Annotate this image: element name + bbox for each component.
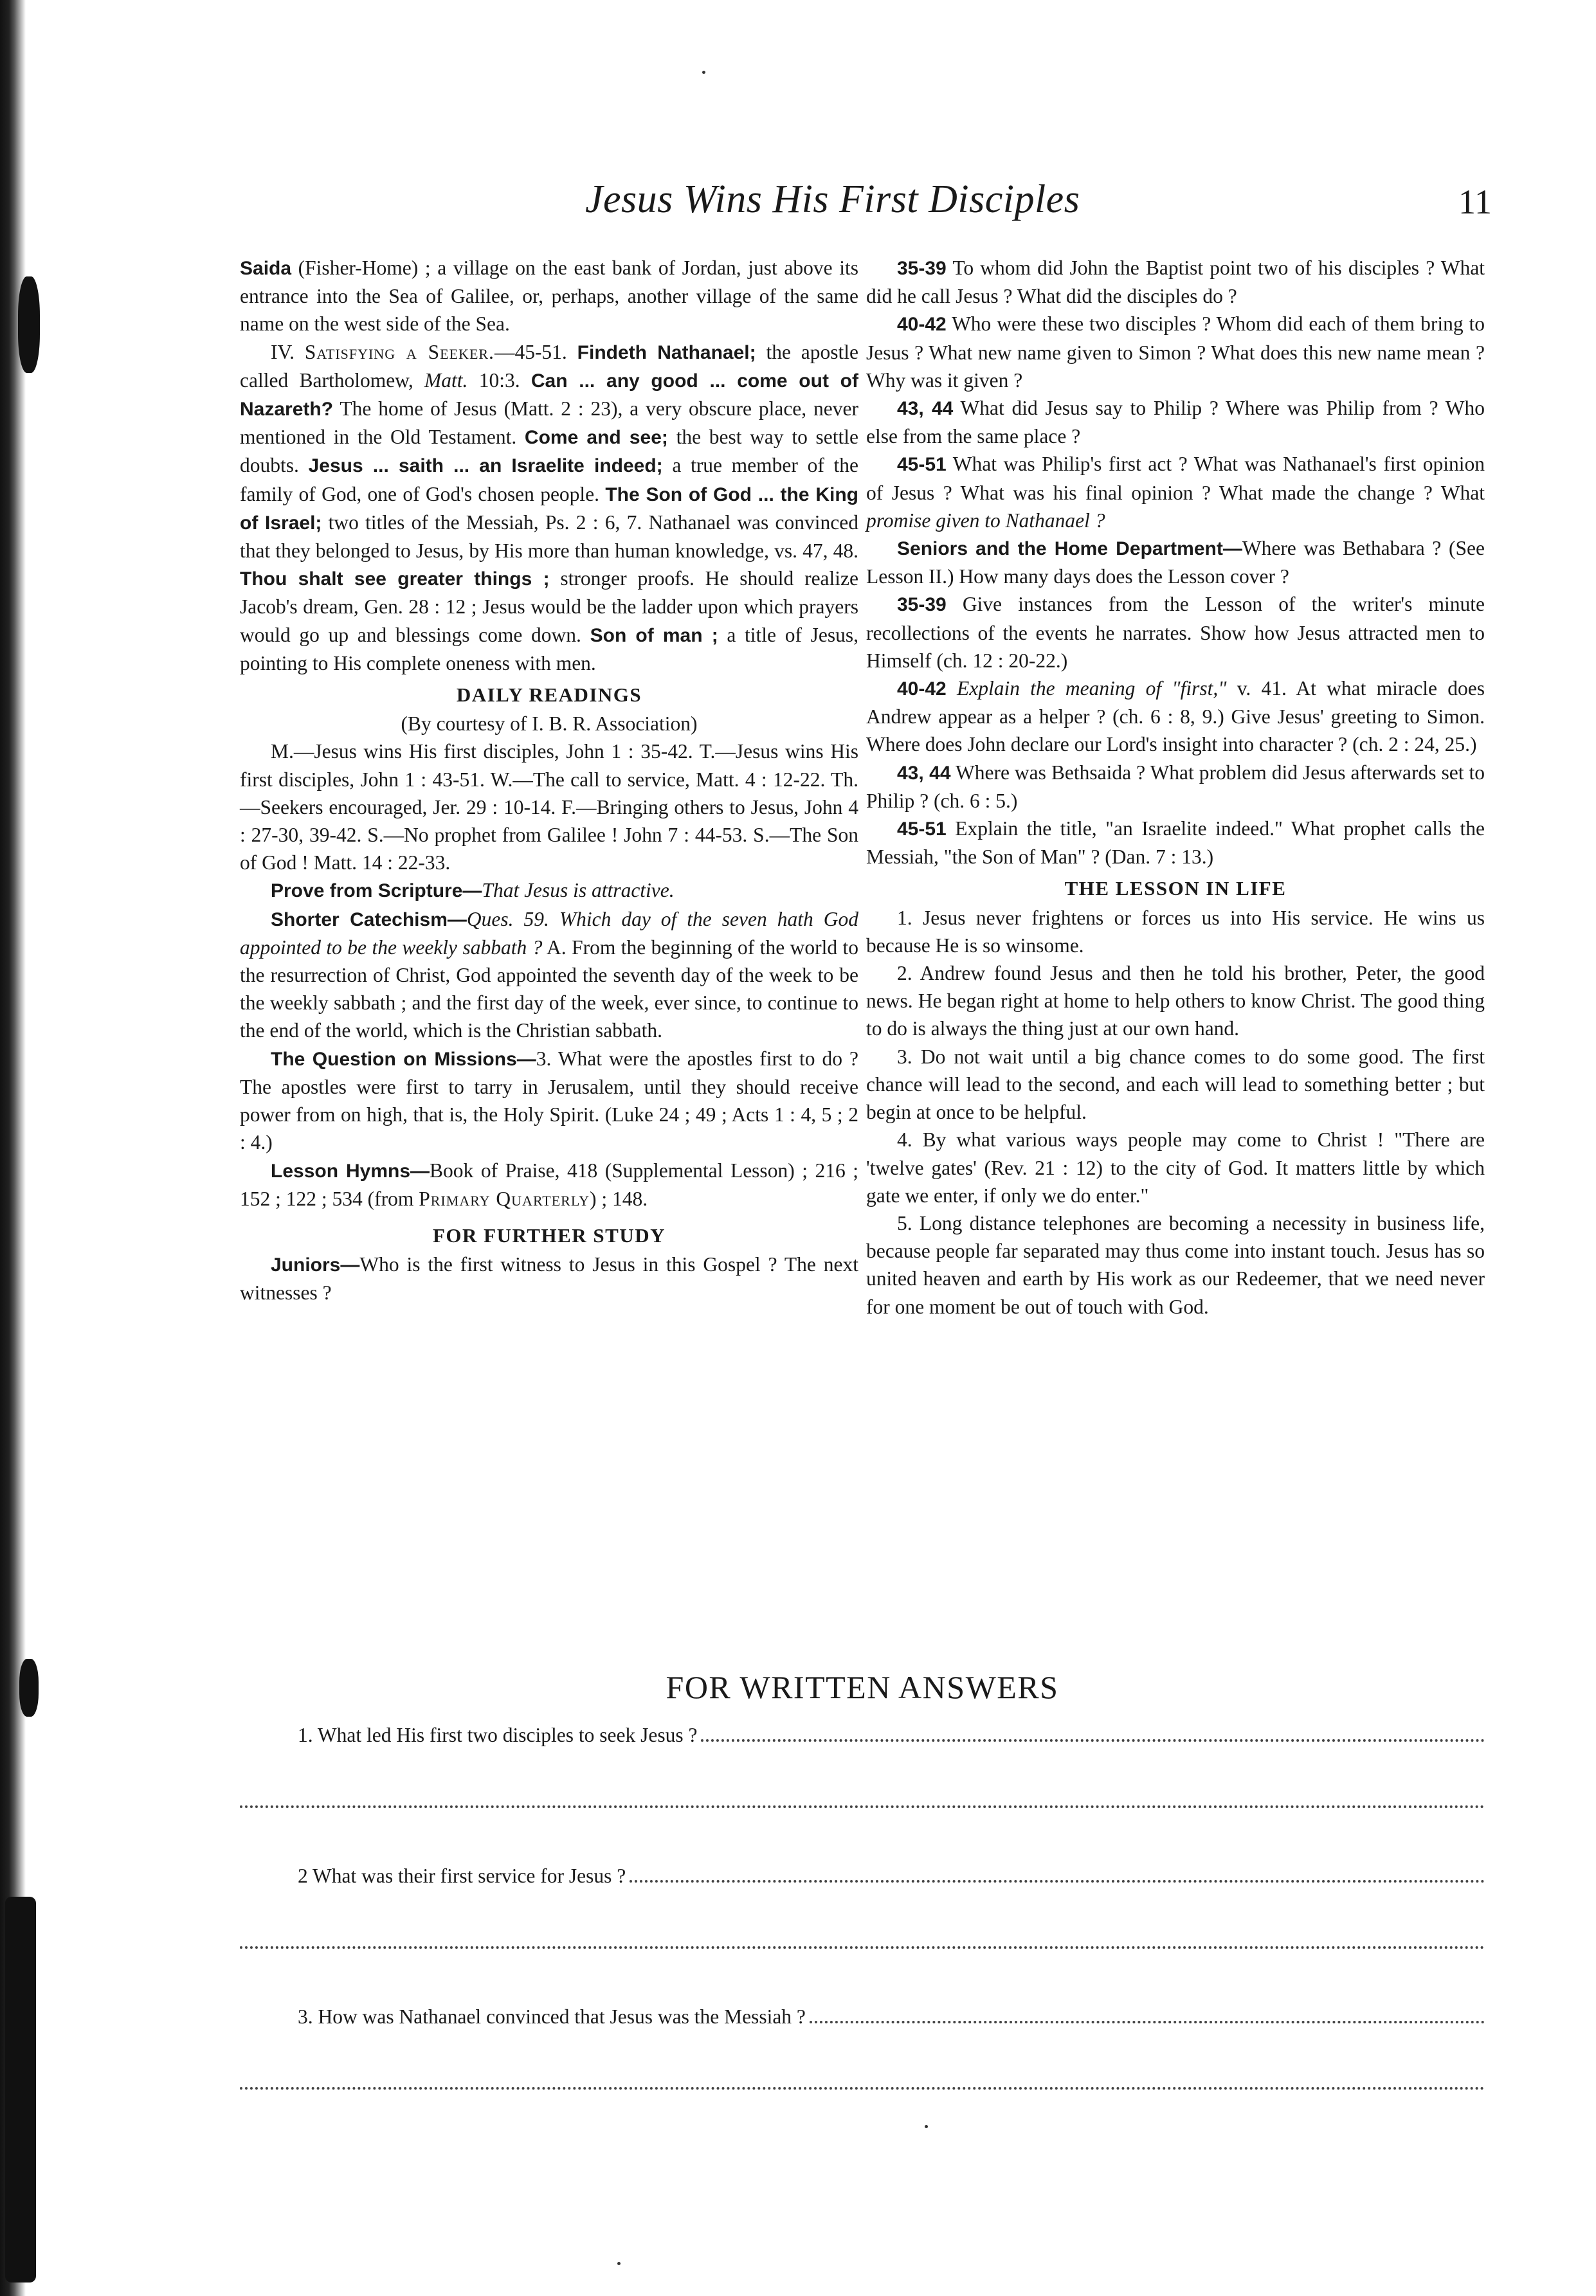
question-40-42	[866, 310, 1485, 394]
right-column	[866, 254, 1485, 1321]
written-question-3	[240, 2005, 1485, 2029]
life-point-5: 5. Long distance telephones are becoming a necessity in business life, because people far separated may thus come into instant touch. Jesus has so united heaven and earth by His work as our Redeemer, that we need never for one moment be out of touch with God.	[866, 1211, 1485, 1318]
text: Explain the title, "an Israelite indeed." What prophet calls the Messiah, "the Son of Man" ? (Dan. 7 : 13.)	[866, 817, 1485, 869]
verse-ref: 35-39	[897, 258, 947, 279]
question-43-44	[866, 394, 1485, 450]
verse-ref: 40-42	[897, 678, 947, 700]
binding-blot	[5, 1897, 36, 2282]
section-ref: —45-51.	[494, 340, 567, 363]
term: Can ... any good ... come out of Nazareth?	[240, 370, 858, 420]
answer-line[interactable]	[240, 1946, 1485, 1949]
daily-readings-heading: DAILY READINGS	[456, 683, 642, 707]
page-speck	[617, 2262, 621, 2265]
text: What was Philip's first act ? What was Nathanael's first opinion of Jesus ? What was his final opinion ? What made the change ? What	[866, 453, 1485, 504]
question-45-51	[866, 450, 1485, 534]
text-italic: promise given to Nathanael ?	[866, 509, 1105, 532]
question-text: 1. What led His first two disciples to seek Jesus ?	[298, 1724, 698, 1746]
text: Give instances from the Lesson of the writer's minute recollections of the events he narrates. Show how Jesus attracted men to Himself (ch. 12 : 20-22.)	[866, 593, 1485, 672]
lesson-hymns	[240, 1157, 858, 1213]
text: a title of Jesus, pointing to His complete oneness with men.	[240, 623, 859, 674]
text: a true member of the family of God, one of God's chosen people.	[240, 454, 858, 505]
text: stronger proofs. He should realize Jacob's dream, Gen. 28 : 12 ; Jesus would be the ladder upon which prayers would go up and blessings come down.	[240, 567, 858, 646]
juniors-questions	[240, 1251, 858, 1306]
text: To whom did John the Baptist point two of his disciples ? What did he call Jesus ? What did the disciples do ?	[866, 257, 1485, 308]
running-title: Jesus Wins His First Disciples	[585, 177, 1080, 221]
verse-ref: 43, 44	[897, 762, 951, 784]
text-italic: That Jesus is attractive.	[482, 879, 675, 902]
question-text: 2 What was their first service for Jesus ?	[298, 1865, 626, 1887]
text: two titles of the Messiah, Ps. 2 : 6, 7. Nathanael was convinced that they belonged to Jesus, by His more than human knowledge, vs. 47, 48.	[240, 511, 858, 563]
text-italic: Matt.	[424, 368, 468, 392]
catechism-question: Ques. 59. Which day of the seven hath God appointed to be the weekly sabbath ?	[240, 907, 858, 959]
paragraph-bethsaida	[240, 254, 858, 338]
verse-ref: 43, 44	[897, 398, 954, 420]
answer-line[interactable]	[240, 2086, 1485, 2090]
label: Shorter Catechism—	[271, 908, 467, 930]
verse-ref: 45-51	[897, 454, 947, 476]
term: Come and see;	[524, 427, 668, 449]
written-question-2	[240, 1865, 1485, 1888]
life-point-3: 3. Do not wait until a big chance comes to do some good. The first chance will lead to the second, and each will lead to something better ; but begin at once to be helpful.	[866, 1045, 1485, 1124]
answer-line[interactable]	[810, 2020, 1485, 2023]
answer-line[interactable]	[701, 1739, 1485, 1742]
text: 3. What were the apostles first to do ? The apostles were first to tarry in Jerusalem, until they should receive power from on high, that is, the Holy Spirit. (Luke 24 ; 49 ; Acts 1 : 4, 5 ; 2 : 4.)	[240, 1047, 858, 1154]
verse-ref: 35-39	[897, 594, 947, 616]
text-italic: Explain the meaning of "first,"	[946, 677, 1227, 700]
written-answers-section	[240, 1668, 1485, 2090]
catechism-answer: A. From the beginning of the world to the resurrection of Christ, God appointed the seventh day of the week to be the weekly sabbath ; and the first day of the week, ever since, to continue to the end of the world, which is the Christian sabbath.	[240, 936, 858, 1042]
life-point-1: 1. Jesus never frightens or forces us into His service. He wins us because He is so winsome.	[866, 906, 1485, 957]
text-small-caps: Primary Quarterly	[419, 1187, 590, 1210]
term: The Son of God ... the King of Israel;	[240, 484, 858, 534]
text: Where was Bethabara ? (See Lesson II.) How many days does the Lesson cover ?	[866, 537, 1485, 588]
text: the apostle called Bartholomew,	[240, 340, 859, 392]
term: Son of man ;	[590, 624, 718, 646]
text: The home of Jesus (Matt. 2 : 23), a very obscure place, never mentioned in the Old Testament.	[240, 397, 858, 449]
shorter-catechism	[240, 905, 858, 1045]
binding-blot	[19, 1659, 39, 1717]
label: Juniors—	[271, 1254, 360, 1276]
text: Who were these two disciples ? Whom did each of them bring to Jesus ? What new name given to Simon ? What does this new name mean ? Why was it given ?	[866, 312, 1485, 392]
page-speck	[925, 2125, 928, 2128]
senior-question-35-39	[866, 590, 1485, 674]
label: Seniors and the Home Department—	[897, 538, 1242, 560]
written-question-1	[240, 1724, 1485, 1747]
left-column	[240, 254, 858, 1307]
daily-readings-credit: (By courtesy of I. B. R. Association)	[401, 712, 698, 736]
text: Where was Bethsaida ? What problem did Jesus afterwards set to Philip ? (ch. 6 : 5.)	[866, 761, 1485, 812]
verse-ref: 40-42	[897, 314, 947, 336]
text: v. 41. At what miracle does Andrew appear as a helper ? (ch. 6 : 8, 9.) Give Jesus' greeting to Simon. Where does John declare our Lord's insight into character ? (ch. 2 : 24, 25.)	[866, 677, 1485, 756]
senior-question-43-44	[866, 759, 1485, 815]
binding-blot	[18, 276, 40, 373]
life-point-4: 4. By what various ways people may come to Christ ! "There are 'twelve gates' (Rev. 21 : 12) to the city of God. It matters little by which gate we enter, if only we do enter."	[866, 1128, 1485, 1207]
label: The Question on Missions—	[271, 1048, 536, 1070]
label: Lesson Hymns—	[271, 1160, 430, 1182]
daily-readings-list: M.—Jesus wins His first disciples, John 1 : 35-42. T.—Jesus wins His first disciples, John 1 : 43-51. W.—The call to service, Matt. 4 : 12-22. Th.—Seekers encouraged, Jer. 29 : 10-14. F.—Bringing others to Jesus, John 4 : 27-30, 39-42. S.—No prophet from Galilee ! John 7 : 44-53. S.—The Son of God ! Matt. 14 : 22-33.	[240, 740, 858, 874]
text: What did Jesus say to Philip ? Where was Philip from ? Who else from the same place ?	[866, 397, 1485, 448]
lesson-in-life-heading: THE LESSON IN LIFE	[1064, 877, 1287, 900]
written-answers-heading: FOR WRITTEN ANSWERS	[666, 1669, 1059, 1705]
section-heading: Satisfying a Seeker.	[304, 340, 494, 363]
question-35-39	[866, 254, 1485, 310]
section-numeral: IV.	[271, 340, 295, 363]
page-header	[193, 164, 1492, 235]
text: 10:3.	[467, 368, 531, 392]
page-speck	[702, 71, 705, 74]
life-point-2: 2. Andrew found Jesus and then he told his brother, Peter, the good news. He began right at home to help others to know Christ. The good thing to do is always the thing just at our own hand.	[866, 962, 1485, 1040]
seniors-questions	[866, 534, 1485, 590]
text: (Fisher-Home) ; a village on the east bank of Jordan, just above its entrance into the Sea of Galilee, or, perhaps, another village of the same name on the west side of the Sea.	[240, 257, 858, 336]
text: Who is the first witness to Jesus in this Gospel ? The next witnesses ?	[240, 1253, 858, 1305]
verse-ref: 45-51	[897, 818, 947, 840]
paragraph-satisfying-seeker	[240, 338, 858, 677]
senior-question-40-42	[866, 674, 1485, 759]
page-number: 11	[1458, 183, 1492, 221]
text: the best way to settle doubts.	[240, 426, 858, 477]
prove-from-scripture	[240, 876, 858, 905]
term: Jesus ... saith ... an Israelite indeed;	[308, 455, 663, 477]
text: ) ; 148.	[589, 1187, 648, 1210]
question-text: 3. How was Nathanael convinced that Jesus was the Messiah ?	[298, 2005, 806, 2028]
further-study-heading: FOR FURTHER STUDY	[433, 1224, 666, 1247]
senior-question-45-51	[866, 815, 1485, 871]
answer-line[interactable]	[240, 1805, 1485, 1808]
term-saida: Saida	[240, 258, 292, 279]
question-on-missions	[240, 1045, 858, 1157]
label: Prove from Scripture—	[271, 880, 482, 902]
term: Thou shalt see greater things ;	[240, 568, 550, 590]
answer-line[interactable]	[630, 1879, 1485, 1883]
term: Findeth Nathanael;	[577, 341, 756, 363]
text: Book of Praise, 418 (Supplemental Lesson) ; 216 ; 152 ; 122 ; 534 (from	[240, 1159, 858, 1210]
